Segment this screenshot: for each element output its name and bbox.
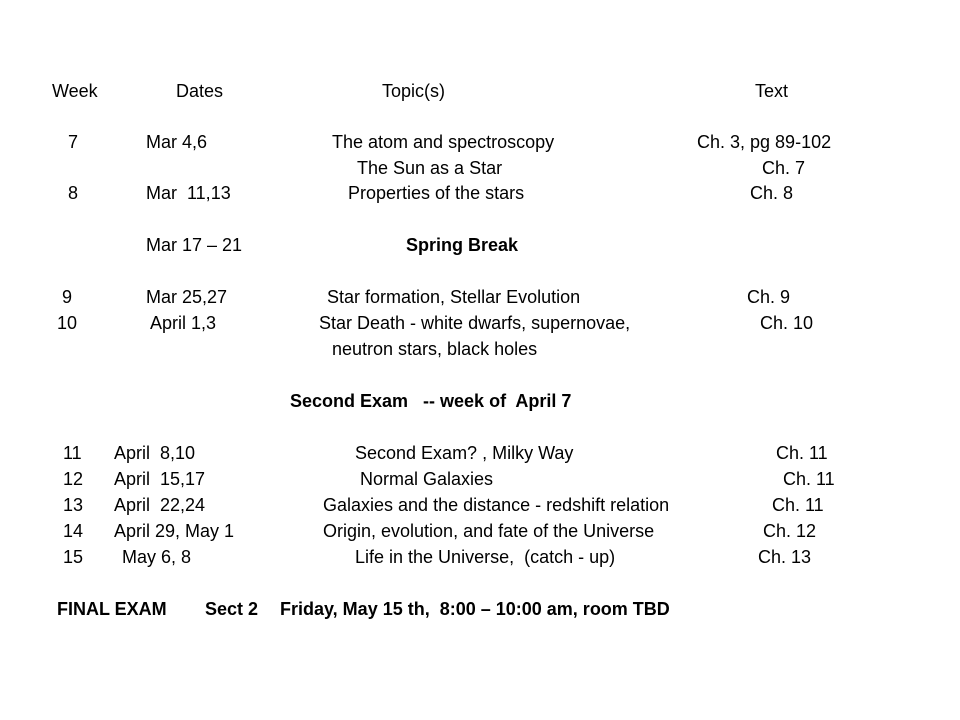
row-topic: neutron stars, black holes bbox=[332, 339, 538, 359]
header-topics: Topic(s) bbox=[382, 81, 446, 101]
row-text: Ch. 12 bbox=[763, 521, 817, 541]
row-week: 9 bbox=[62, 287, 73, 307]
row-topic: The atom and spectroscopy bbox=[332, 132, 555, 152]
row-week: 11 bbox=[63, 443, 82, 463]
row-text: Ch. 9 bbox=[747, 287, 791, 307]
row-week: 7 bbox=[68, 132, 79, 152]
row-week: 10 bbox=[57, 313, 78, 333]
row-text: Ch. 8 bbox=[750, 183, 794, 203]
row-topic: Properties of the stars bbox=[348, 183, 525, 203]
row-topic: The Sun as a Star bbox=[357, 158, 503, 178]
header-week: Week bbox=[52, 81, 98, 101]
final-exam-label: FINAL EXAM bbox=[57, 599, 167, 619]
row-week: 13 bbox=[63, 495, 84, 515]
row-week: 15 bbox=[63, 547, 84, 567]
row-topic: Star formation, Stellar Evolution bbox=[327, 287, 581, 307]
row-topic: Origin, evolution, and fate of the Universe bbox=[323, 521, 655, 541]
row-text: Ch. 10 bbox=[760, 313, 814, 333]
row-text: Ch. 11 bbox=[772, 495, 824, 515]
row-dates: May 6, 8 bbox=[122, 547, 192, 567]
row-topic: Galaxies and the distance - redshift relation bbox=[323, 495, 670, 515]
row-dates: April 15,17 bbox=[114, 469, 206, 489]
row-text: Ch. 7 bbox=[762, 158, 806, 178]
final-exam-section: Sect 2 bbox=[205, 599, 259, 619]
row-week: 14 bbox=[63, 521, 84, 541]
spring-break-label: Spring Break bbox=[406, 235, 519, 255]
row-dates: Mar 4,6 bbox=[146, 132, 208, 152]
final-exam-details: Friday, May 15 th, 8:00 – 10:00 am, room TBD bbox=[280, 599, 670, 619]
header-dates: Dates bbox=[176, 81, 224, 101]
row-text: Ch. 11 bbox=[776, 443, 828, 463]
row-dates: April 1,3 bbox=[150, 313, 217, 333]
row-text: Ch. 11 bbox=[783, 469, 835, 489]
row-dates: Mar 25,27 bbox=[146, 287, 228, 307]
row-week: 12 bbox=[63, 469, 84, 489]
header-text: Text bbox=[755, 81, 789, 101]
second-exam-notice: Second Exam -- week of April 7 bbox=[290, 391, 572, 411]
row-dates: April 22,24 bbox=[114, 495, 206, 515]
spring-break-dates: Mar 17 – 21 bbox=[146, 235, 243, 255]
row-text: Ch. 3, pg 89-102 bbox=[697, 132, 832, 152]
row-dates: April 8,10 bbox=[114, 443, 196, 463]
row-dates: Mar 11,13 bbox=[146, 183, 231, 203]
row-topic: Life in the Universe, (catch - up) bbox=[355, 547, 616, 567]
row-week: 8 bbox=[68, 183, 79, 203]
row-topic: Star Death - white dwarfs, supernovae, bbox=[319, 313, 631, 333]
row-text: Ch. 13 bbox=[758, 547, 812, 567]
row-topic: Normal Galaxies bbox=[360, 469, 494, 489]
row-dates: April 29, May 1 bbox=[114, 521, 235, 541]
row-topic: Second Exam? , Milky Way bbox=[355, 443, 574, 463]
